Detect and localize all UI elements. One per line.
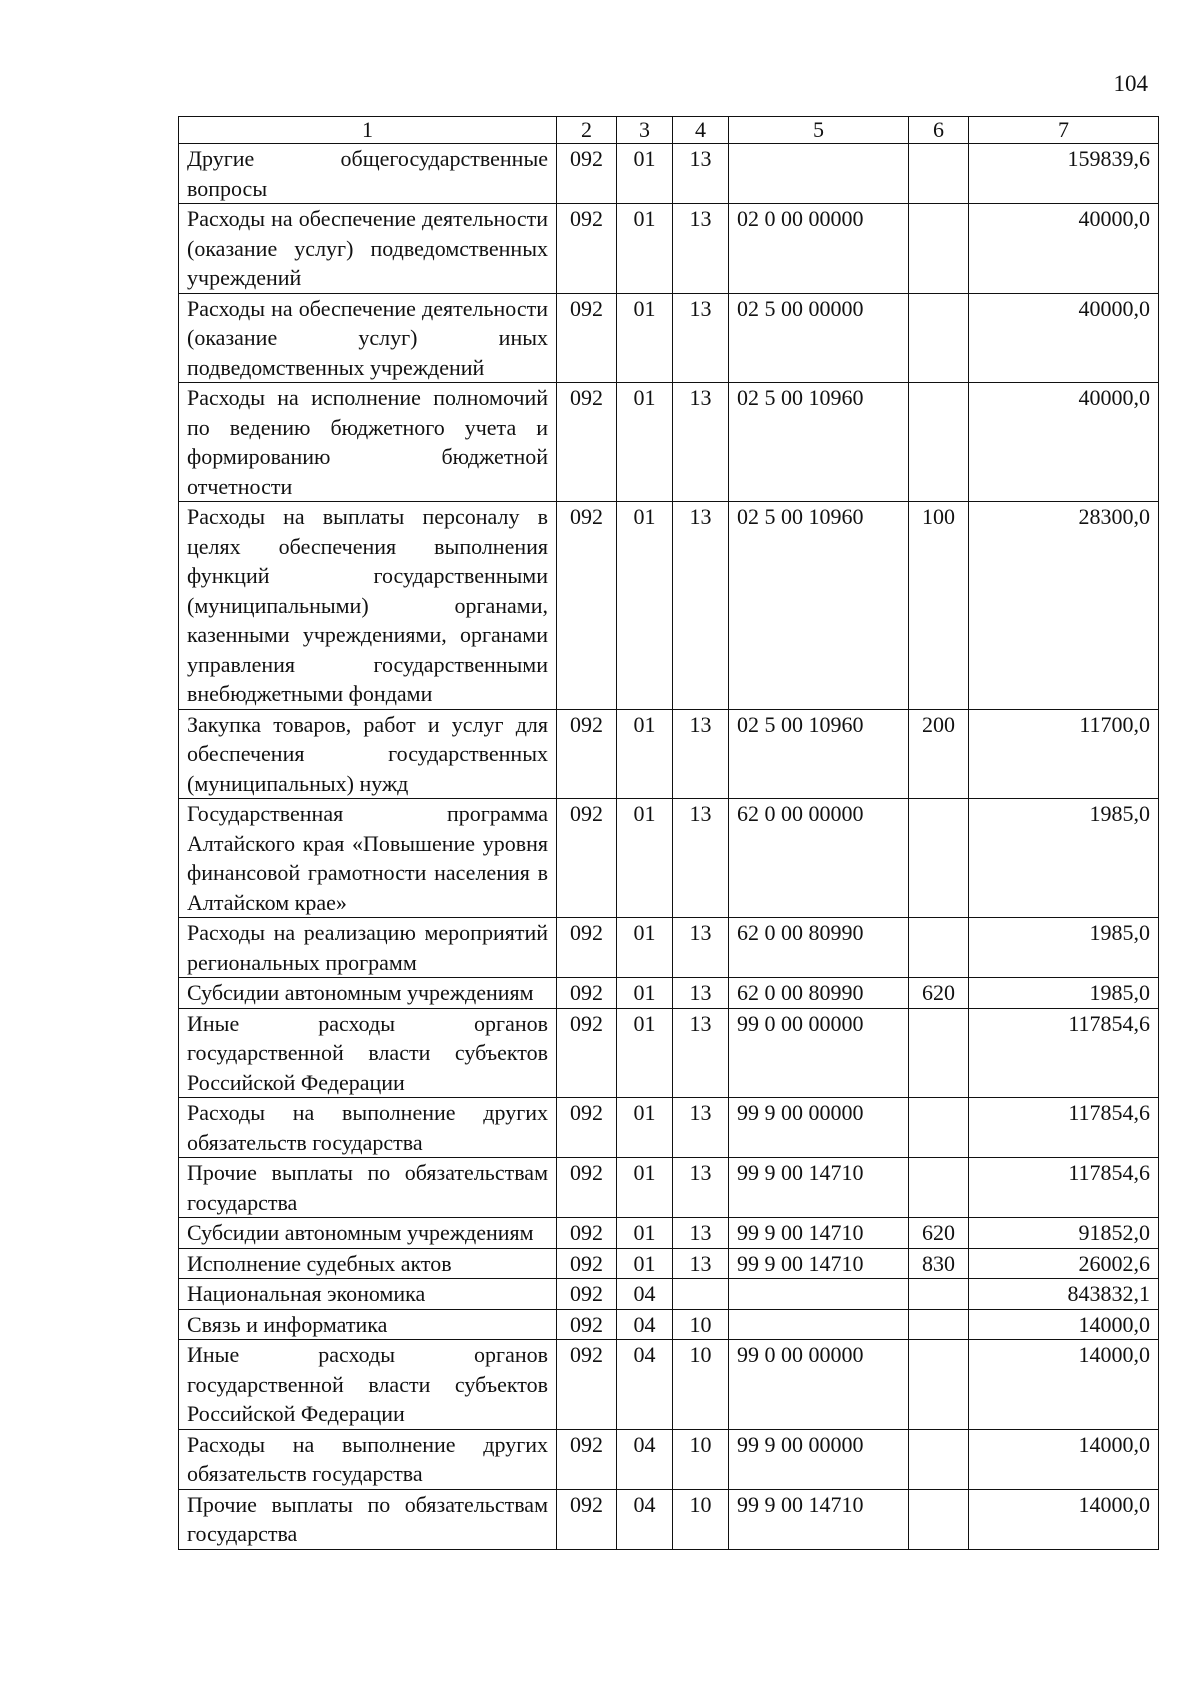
amount-cell: 40000,0: [969, 383, 1159, 502]
expense-type-cell: [909, 1340, 969, 1430]
expense-name-cell: Связь и информатика: [179, 1309, 557, 1340]
expense-type-cell: 200: [909, 709, 969, 799]
expense-name-cell: Прочие выплаты по обязательствам государства: [179, 1489, 557, 1549]
ministry-code-cell: 092: [557, 1098, 617, 1158]
ministry-code-cell: 092: [557, 204, 617, 294]
expense-type-cell: [909, 918, 969, 978]
header-row: [179, 117, 1159, 144]
target-article-cell: 99 9 00 00000: [729, 1429, 909, 1489]
table-row: [179, 144, 1159, 204]
expense-type-cell: [909, 1279, 969, 1310]
target-article-cell: 62 0 00 00000: [729, 799, 909, 918]
expense-type-cell: 620: [909, 1218, 969, 1249]
subsection-code-cell: 13: [673, 918, 729, 978]
subsection-code-cell: 10: [673, 1489, 729, 1549]
amount-cell: 14000,0: [969, 1309, 1159, 1340]
section-code-cell: 01: [617, 709, 673, 799]
amount-cell: 26002,6: [969, 1248, 1159, 1279]
amount-cell: 117854,6: [969, 1158, 1159, 1218]
expense-name-cell: Исполнение судебных актов: [179, 1248, 557, 1279]
subsection-code-cell: 13: [673, 978, 729, 1009]
ministry-code-cell: 092: [557, 1008, 617, 1098]
subsection-code-cell: 13: [673, 502, 729, 710]
target-article-cell: 99 0 00 00000: [729, 1008, 909, 1098]
expense-type-cell: [909, 1008, 969, 1098]
column-header: 6: [909, 117, 969, 144]
ministry-code-cell: 092: [557, 978, 617, 1009]
subsection-code-cell: 10: [673, 1429, 729, 1489]
amount-cell: 14000,0: [969, 1489, 1159, 1549]
budget-table: [178, 116, 1159, 1550]
amount-cell: 91852,0: [969, 1218, 1159, 1249]
subsection-code-cell: 13: [673, 383, 729, 502]
ministry-code-cell: 092: [557, 1309, 617, 1340]
column-header: 3: [617, 117, 673, 144]
ministry-code-cell: 092: [557, 1158, 617, 1218]
table-row: [179, 1248, 1159, 1279]
expense-type-cell: [909, 799, 969, 918]
ministry-code-cell: 092: [557, 1279, 617, 1310]
subsection-code-cell: 13: [673, 1158, 729, 1218]
section-code-cell: 01: [617, 799, 673, 918]
table-row: [179, 502, 1159, 710]
expense-type-cell: [909, 1309, 969, 1340]
amount-cell: 1985,0: [969, 978, 1159, 1009]
subsection-code-cell: 13: [673, 293, 729, 383]
ministry-code-cell: 092: [557, 293, 617, 383]
subsection-code-cell: 13: [673, 1248, 729, 1279]
target-article-cell: 02 5 00 10960: [729, 383, 909, 502]
expense-type-cell: 100: [909, 502, 969, 710]
table-row: [179, 1218, 1159, 1249]
column-header: 4: [673, 117, 729, 144]
ministry-code-cell: 092: [557, 1218, 617, 1249]
amount-cell: 11700,0: [969, 709, 1159, 799]
target-article-cell: [729, 1309, 909, 1340]
subsection-code-cell: 13: [673, 204, 729, 294]
subsection-code-cell: 13: [673, 1218, 729, 1249]
section-code-cell: 01: [617, 1158, 673, 1218]
table-row: [179, 1279, 1159, 1310]
column-header: 1: [179, 117, 557, 144]
table-row: [179, 1098, 1159, 1158]
section-code-cell: 01: [617, 502, 673, 710]
target-article-cell: 99 9 00 00000: [729, 1098, 909, 1158]
table-row: [179, 204, 1159, 294]
table-row: [179, 1340, 1159, 1430]
expense-name-cell: Закупка товаров, работ и услуг для обеспечения государственных (муниципальных) нужд: [179, 709, 557, 799]
section-code-cell: 01: [617, 144, 673, 204]
expense-type-cell: [909, 1158, 969, 1218]
expense-name-cell: Расходы на выплаты персоналу в целях обеспечения выполнения функций государственными (муниципальными) органами, казенными учреждениями, органами управления государственными внебюджетными фондами: [179, 502, 557, 710]
section-code-cell: 04: [617, 1429, 673, 1489]
table-row: [179, 918, 1159, 978]
column-header: 5: [729, 117, 909, 144]
target-article-cell: 99 9 00 14710: [729, 1489, 909, 1549]
expense-name-cell: Субсидии автономным учреждениям: [179, 978, 557, 1009]
expense-type-cell: [909, 144, 969, 204]
section-code-cell: 01: [617, 978, 673, 1009]
expense-type-cell: [909, 383, 969, 502]
ministry-code-cell: 092: [557, 799, 617, 918]
table-row: [179, 1489, 1159, 1549]
expense-name-cell: Прочие выплаты по обязательствам государства: [179, 1158, 557, 1218]
section-code-cell: 01: [617, 383, 673, 502]
section-code-cell: 01: [617, 1098, 673, 1158]
ministry-code-cell: 092: [557, 502, 617, 710]
expense-name-cell: Расходы на обеспечение деятельности (оказание услуг) подведомственных учреждений: [179, 204, 557, 294]
expense-type-cell: [909, 1429, 969, 1489]
section-code-cell: 01: [617, 1218, 673, 1249]
target-article-cell: 02 5 00 00000: [729, 293, 909, 383]
table-body: [179, 144, 1159, 1550]
section-code-cell: 04: [617, 1309, 673, 1340]
amount-cell: 14000,0: [969, 1429, 1159, 1489]
amount-cell: 159839,6: [969, 144, 1159, 204]
ministry-code-cell: 092: [557, 709, 617, 799]
ministry-code-cell: 092: [557, 383, 617, 502]
section-code-cell: 04: [617, 1489, 673, 1549]
section-code-cell: 01: [617, 293, 673, 383]
target-article-cell: 02 5 00 10960: [729, 709, 909, 799]
amount-cell: 28300,0: [969, 502, 1159, 710]
target-article-cell: 99 9 00 14710: [729, 1248, 909, 1279]
page-number: 104: [1113, 71, 1148, 96]
target-article-cell: 62 0 00 80990: [729, 978, 909, 1009]
expense-name-cell: Государственная программа Алтайского края «Повышение уровня финансовой грамотности населения в Алтайском крае»: [179, 799, 557, 918]
section-code-cell: 01: [617, 918, 673, 978]
expense-name-cell: Другие общегосударственные вопросы: [179, 144, 557, 204]
ministry-code-cell: 092: [557, 1248, 617, 1279]
target-article-cell: [729, 144, 909, 204]
table-row: [179, 1309, 1159, 1340]
ministry-code-cell: 092: [557, 1340, 617, 1430]
table-row: [179, 709, 1159, 799]
amount-cell: 117854,6: [969, 1008, 1159, 1098]
table-row: [179, 1429, 1159, 1489]
subsection-code-cell: 13: [673, 1098, 729, 1158]
expense-name-cell: Расходы на выполнение других обязательств государства: [179, 1429, 557, 1489]
ministry-code-cell: 092: [557, 1429, 617, 1489]
ministry-code-cell: 092: [557, 144, 617, 204]
amount-cell: 14000,0: [969, 1340, 1159, 1430]
ministry-code-cell: 092: [557, 1489, 617, 1549]
table-row: [179, 978, 1159, 1009]
target-article-cell: 02 5 00 10960: [729, 502, 909, 710]
expense-name-cell: Расходы на обеспечение деятельности (оказание услуг) иных подведомственных учреждений: [179, 293, 557, 383]
table-row: [179, 293, 1159, 383]
expense-name-cell: Иные расходы органов государственной власти субъектов Российской Федерации: [179, 1008, 557, 1098]
subsection-code-cell: 13: [673, 144, 729, 204]
ministry-code-cell: 092: [557, 918, 617, 978]
expense-name-cell: Субсидии автономным учреждениям: [179, 1218, 557, 1249]
subsection-code-cell: 10: [673, 1340, 729, 1430]
section-code-cell: 01: [617, 1008, 673, 1098]
subsection-code-cell: 13: [673, 709, 729, 799]
section-code-cell: 04: [617, 1279, 673, 1310]
expense-name-cell: Расходы на исполнение полномочий по ведению бюджетного учета и формированию бюджетной отчетности: [179, 383, 557, 502]
amount-cell: 843832,1: [969, 1279, 1159, 1310]
amount-cell: 40000,0: [969, 293, 1159, 383]
target-article-cell: [729, 1279, 909, 1310]
expense-type-cell: [909, 1489, 969, 1549]
expense-name-cell: Расходы на выполнение других обязательств государства: [179, 1098, 557, 1158]
section-code-cell: 01: [617, 1248, 673, 1279]
target-article-cell: 99 9 00 14710: [729, 1218, 909, 1249]
table-row: [179, 1158, 1159, 1218]
expense-name-cell: Национальная экономика: [179, 1279, 557, 1310]
section-code-cell: 04: [617, 1340, 673, 1430]
subsection-code-cell: 10: [673, 1309, 729, 1340]
target-article-cell: 99 9 00 14710: [729, 1158, 909, 1218]
expense-name-cell: Иные расходы органов государственной власти субъектов Российской Федерации: [179, 1340, 557, 1430]
expense-type-cell: 830: [909, 1248, 969, 1279]
column-header: 7: [969, 117, 1159, 144]
target-article-cell: 99 0 00 00000: [729, 1340, 909, 1430]
expense-type-cell: [909, 1098, 969, 1158]
expense-type-cell: 620: [909, 978, 969, 1009]
table-row: [179, 383, 1159, 502]
column-header: 2: [557, 117, 617, 144]
section-code-cell: 01: [617, 204, 673, 294]
table-row: [179, 1008, 1159, 1098]
subsection-code-cell: 13: [673, 799, 729, 918]
amount-cell: 117854,6: [969, 1098, 1159, 1158]
subsection-code-cell: [673, 1279, 729, 1310]
subsection-code-cell: 13: [673, 1008, 729, 1098]
amount-cell: 1985,0: [969, 799, 1159, 918]
amount-cell: 1985,0: [969, 918, 1159, 978]
target-article-cell: 62 0 00 80990: [729, 918, 909, 978]
expense-type-cell: [909, 204, 969, 294]
amount-cell: 40000,0: [969, 204, 1159, 294]
table-row: [179, 799, 1159, 918]
target-article-cell: 02 0 00 00000: [729, 204, 909, 294]
expense-name-cell: Расходы на реализацию мероприятий региональных программ: [179, 918, 557, 978]
expense-type-cell: [909, 293, 969, 383]
